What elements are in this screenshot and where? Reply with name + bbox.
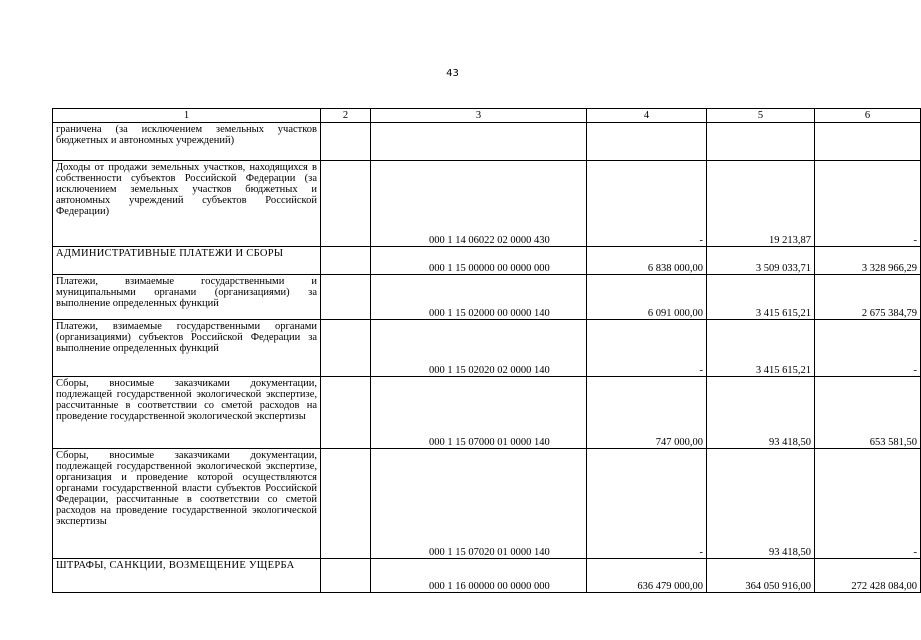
table-row [53,275,921,320]
row-value-col5-cell: 3 415 615,21 [707,275,815,320]
row-col2-cell [321,320,371,377]
row-value-col6-cell: - [815,320,921,377]
header-cell-6: 6 [815,109,921,123]
table-row [53,161,921,247]
row-name-cell: Платежи, взимаемые государственными и муниципальными органами (организациями) за выполнение определенных функций [53,275,321,320]
row-value-col6-cell: 3 328 966,29 [815,247,921,275]
row-col2-cell [321,161,371,247]
row-value-col6-cell: 653 581,50 [815,377,921,449]
row-value-col5-cell: 3 415 615,21 [707,320,815,377]
table-row [53,449,921,559]
row-value-col4-cell: 6 091 000,00 [587,275,707,320]
table-row [53,559,921,593]
row-name-cell: АДМИНИСТРАТИВНЫЕ ПЛАТЕЖИ И СБОРЫ [53,247,321,275]
header-cell-5: 5 [707,109,815,123]
row-value-col4-cell: - [587,320,707,377]
row-code-cell: 000 1 15 00000 00 0000 000 [371,247,587,275]
row-code-cell: 000 1 15 02020 02 0000 140 [371,320,587,377]
row-code-cell: 000 1 15 07000 01 0000 140 [371,377,587,449]
row-value-col5-cell: 93 418,50 [707,377,815,449]
row-col2-cell [321,247,371,275]
row-value-col5-cell: 364 050 916,00 [707,559,815,593]
row-value-col4-cell: - [587,449,707,559]
row-name-cell: граничена (за исключением земельных участков бюджетных и автономных учреждений) [53,123,321,161]
table-row [53,377,921,449]
header-cell-2: 2 [321,109,371,123]
row-value-col4-cell [587,123,707,161]
row-code-cell: 000 1 14 06022 02 0000 430 [371,161,587,247]
row-value-col4-cell: - [587,161,707,247]
row-col2-cell [321,275,371,320]
row-name-cell: ШТРАФЫ, САНКЦИИ, ВОЗМЕЩЕНИЕ УЩЕРБА [53,559,321,593]
row-code-cell [371,123,587,161]
row-col2-cell [321,377,371,449]
row-code-cell: 000 1 15 02000 00 0000 140 [371,275,587,320]
row-value-col4-cell: 747 000,00 [587,377,707,449]
table-row [53,247,921,275]
row-value-col6-cell: - [815,161,921,247]
row-name-cell: Доходы от продажи земельных участков, находящихся в собственности субъектов Российской Федерации (за исключением земельных участков бюджетных и автономных учреждений субъектов Российской Федерации) [53,161,321,247]
row-value-col5-cell: 19 213,87 [707,161,815,247]
row-value-col6-cell: - [815,449,921,559]
row-col2-cell [321,559,371,593]
row-value-col5-cell [707,123,815,161]
row-name-cell: Сборы, вносимые заказчиками документации, подлежащей государственной экологической экспертизе, организация и проведение которой осуществляются органами государственной власти субъектов Российской Федерации, рассчитанные в соответствии со сметой расходов на проведение государственной экологической экспертизы [53,449,321,559]
header-cell-4: 4 [587,109,707,123]
row-code-cell: 000 1 16 00000 00 0000 000 [371,559,587,593]
row-value-col5-cell: 3 509 033,71 [707,247,815,275]
header-cell-3: 3 [371,109,587,123]
row-value-col4-cell: 636 479 000,00 [587,559,707,593]
row-name-cell: Платежи, взимаемые государственными органами (организациями) субъектов Российской Федерации за выполнение определенных функций [53,320,321,377]
row-value-col6-cell: 2 675 384,79 [815,275,921,320]
header-cell-1: 1 [53,109,321,123]
table-row [53,123,921,161]
page-number: 43 [446,68,459,79]
row-value-col5-cell: 93 418,50 [707,449,815,559]
row-col2-cell [321,123,371,161]
row-name-cell: Сборы, вносимые заказчиками документации, подлежащей государственной экологической экспертизе, рассчитанные в соответствии со сметой расходов на проведение государственной экологической экспертизы [53,377,321,449]
budget-table [52,108,921,593]
row-value-col6-cell [815,123,921,161]
row-code-cell: 000 1 15 07020 01 0000 140 [371,449,587,559]
table-row [53,320,921,377]
row-value-col4-cell: 6 838 000,00 [587,247,707,275]
header-row [53,109,921,123]
row-value-col6-cell: 272 428 084,00 [815,559,921,593]
row-col2-cell [321,449,371,559]
